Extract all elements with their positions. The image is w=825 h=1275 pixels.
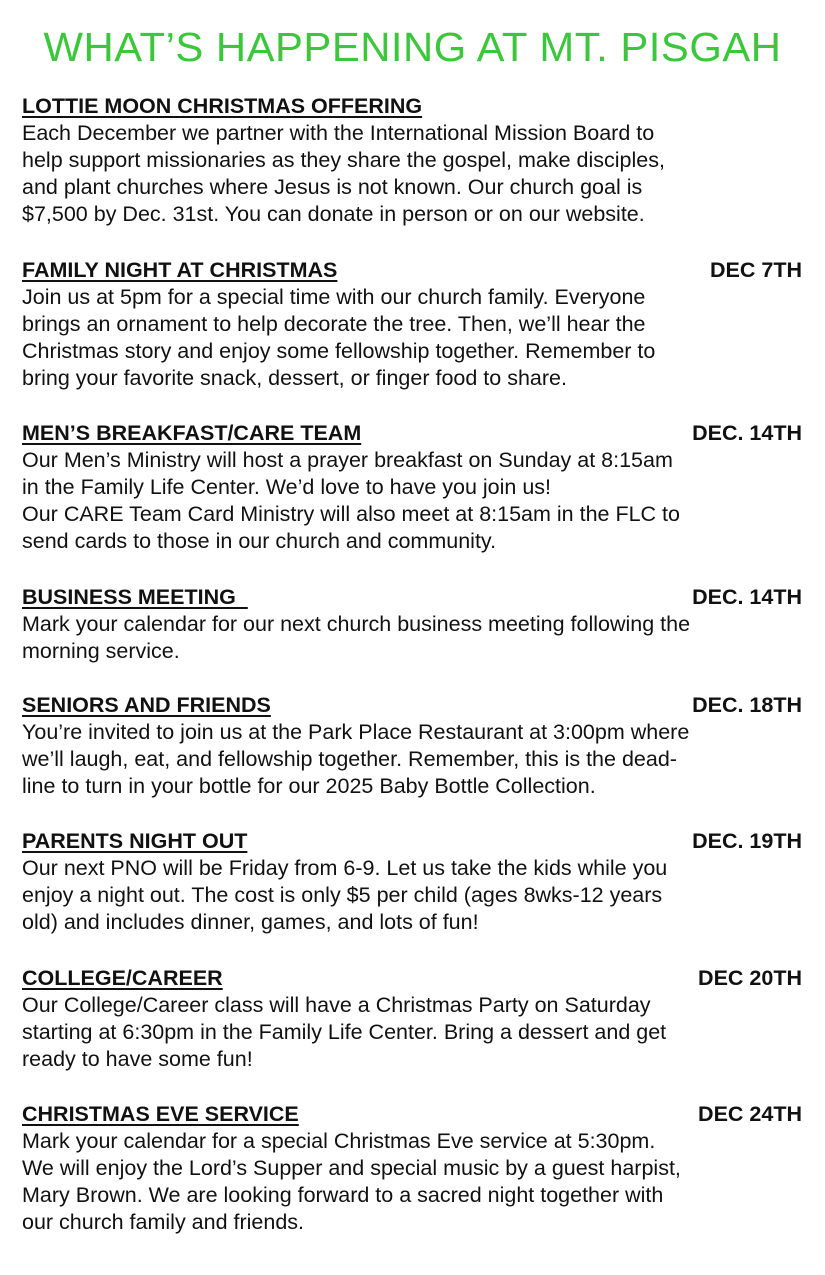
description-line: bring your favorite snack, dessert, or finger food to share. (22, 366, 567, 390)
description-line: old) and includes dinner, games, and lots of fun! (22, 910, 479, 934)
description-line: help support missionaries as they share the gospel, make disciples, (22, 148, 665, 172)
event-header (22, 420, 802, 447)
event-business-meeting (22, 584, 802, 665)
event-title: PARENTS NIGHT OUT (22, 829, 248, 853)
event-seniors-and-friends (22, 692, 802, 800)
description-line: Join us at 5pm for a special time with our church family. Everyone (22, 285, 646, 309)
event-header (22, 1101, 802, 1128)
description-line: Our CARE Team Card Ministry will also meet at 8:15am in the FLC to (22, 502, 680, 526)
description-line: Mark your calendar for a special Christmas Eve service at 5:30pm. (22, 1129, 656, 1153)
event-description (22, 447, 802, 555)
description-line: We will enjoy the Lord’s Supper and special music by a guest harpist, (22, 1156, 681, 1180)
event-description (22, 719, 802, 800)
event-header (22, 93, 802, 120)
description-line: morning service. (22, 639, 180, 663)
description-line: our church family and friends. (22, 1210, 305, 1234)
event-date: DEC 24TH (698, 1102, 802, 1126)
event-header (22, 692, 802, 719)
description-line: Our Men’s Ministry will host a prayer breakfast on Sunday at 8:15am (22, 448, 673, 472)
event-date: DEC. 19TH (692, 829, 802, 853)
description-line: and plant churches where Jesus is not known. Our church goal is (22, 175, 643, 199)
description-line: Mark your calendar for our next church business meeting following the (22, 612, 691, 636)
event-christmas-eve-service (22, 1101, 802, 1236)
description-line: send cards to those in our church and community. (22, 529, 497, 553)
event-date: DEC. 18TH (692, 693, 802, 717)
event-description (22, 855, 802, 936)
event-date: DEC 20TH (698, 966, 802, 990)
description-line: line to turn in your bottle for our 2025 Baby Bottle Collection. (22, 774, 596, 798)
event-header (22, 828, 802, 855)
event-parents-night-out (22, 828, 802, 936)
description-line: we’ll laugh, eat, and fellowship together. Remember, this is the dead- (22, 747, 677, 771)
event-college-career (22, 965, 802, 1073)
event-title: LOTTIE MOON CHRISTMAS OFFERING (22, 94, 423, 118)
description-line: brings an ornament to help decorate the tree. Then, we’ll hear the (22, 312, 646, 336)
event-description (22, 284, 802, 392)
event-description (22, 611, 802, 665)
event-title: FAMILY NIGHT AT CHRISTMAS (22, 258, 338, 282)
event-description (22, 120, 802, 228)
page-title: WHAT’S HAPPENING AT MT. PISGAH (43, 24, 782, 70)
description-line: Mary Brown. We are looking forward to a sacred night together with (22, 1183, 664, 1207)
description-line: $7,500 by Dec. 31st. You can donate in person or on our website. (22, 202, 645, 226)
description-line: enjoy a night out. The cost is only $5 per child (ages 8wks-12 years (22, 883, 663, 907)
event-date: DEC 7TH (710, 258, 802, 282)
description-line: You’re invited to join us at the Park Place Restaurant at 3:00pm where (22, 720, 690, 744)
event-title: CHRISTMAS EVE SERVICE (22, 1102, 299, 1126)
event-header (22, 965, 802, 992)
event-title: BUSINESS MEETING (22, 585, 248, 609)
description-line: starting at 6:30pm in the Family Life Center. Bring a dessert and get (22, 1020, 667, 1044)
description-line: in the Family Life Center. We’d love to have you join us! (22, 475, 552, 499)
event-description (22, 992, 802, 1073)
event-family-night (22, 257, 802, 392)
event-description (22, 1128, 802, 1236)
description-line: Our College/Career class will have a Christmas Party on Saturday (22, 993, 651, 1017)
description-line: Christmas story and enjoy some fellowship together. Remember to (22, 339, 656, 363)
event-date: DEC. 14TH (692, 585, 802, 609)
event-title: SENIORS AND FRIENDS (22, 693, 271, 717)
event-mens-breakfast (22, 420, 802, 555)
description-line: Our next PNO will be Friday from 6-9. Let us take the kids while you (22, 856, 668, 880)
event-title: MEN’S BREAKFAST/CARE TEAM (22, 421, 362, 445)
event-title: COLLEGE/CAREER (22, 966, 223, 990)
description-line: Each December we partner with the International Mission Board to (22, 121, 655, 145)
event-lottie-moon (22, 93, 802, 228)
event-date: DEC. 14TH (692, 421, 802, 445)
description-line: ready to have some fun! (22, 1047, 253, 1071)
event-header (22, 584, 802, 611)
event-header (22, 257, 802, 284)
